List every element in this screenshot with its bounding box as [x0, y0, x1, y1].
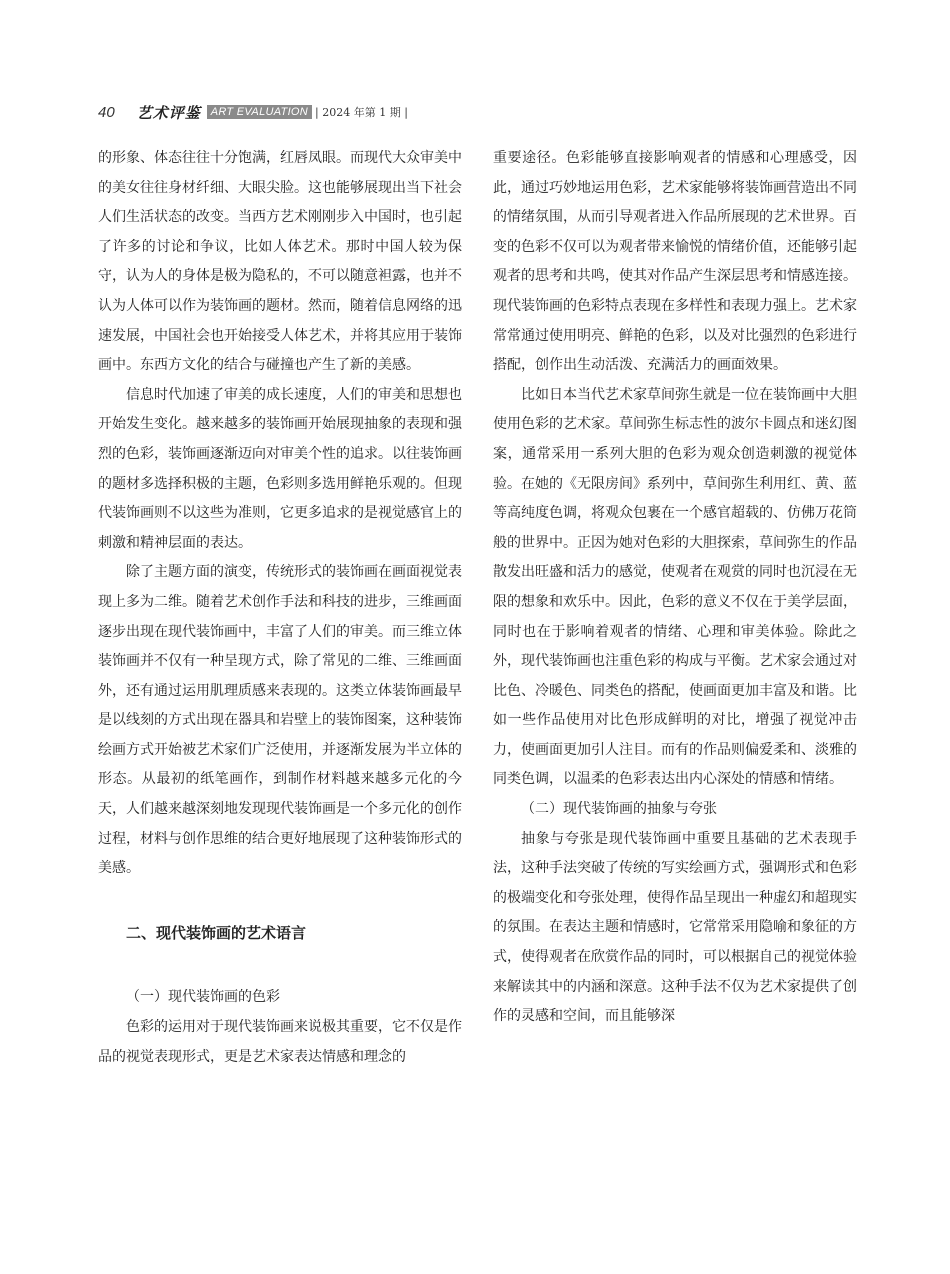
section-title: 二、现代装饰画的艺术语言	[126, 923, 307, 942]
journal-logo: 艺术评鉴	[136, 103, 201, 122]
paragraph: 抽象与夸张是现代装饰画中重要且基础的艺术表现手法，这种手法突破了传统的写实绘画方式，强调形式和色彩的极端变化和夸张处理，使得作品呈现出一种虚幻和超现实的氛围。在表达主题和情感时，它常常采用隐喻和象征的方式，使得观者在欣赏作品的同时，可以根据自己的视觉体验来解读其中的内涵和深意。这种手法不仅为艺术家提供了创作的灵感和空间，而且能够深	[493, 830, 857, 1025]
paragraph: 的形象、体态往往十分饱满，红唇凤眼。而现代大众审美中的美女往往身材纤细、大眼尖脸。这也能够展现出当下社会人们生活状态的改变。当西方艺术刚刚步入中国时，也引起了许多的讨论和争议，比如人体艺术。那时中国人较为保守，认为人的身体是极为隐私的，不可以随意袒露，也并不认为人体可以作为装饰画的题材。然而，随着信息网络的迅速发展，中国社会也开始接受人体艺术，并将其应用于装饰画中。东西方文化的结合与碰撞也产生了新的美感。	[98, 150, 462, 374]
page-number: 40	[98, 103, 115, 121]
paragraph: 重要途径。色彩能够直接影响观者的情感和心理感受，因此，通过巧妙地运用色彩，艺术家能够将装饰画营造出不同的情绪氛围，从而引导观者进入作品所展现的艺术世界。百变的色彩不仅可以为观者带来愉悦的情绪价值，还能够引起观者的思考和共鸣，使其对作品产生深层思考和情感连接。现代装饰画的色彩特点表现在多样性和表现力强上。艺术家常常通过使用明亮、鲜艳的色彩，以及对比强烈的色彩进行搭配，创作出生动活泼、充满活力的画面效果。	[493, 150, 857, 374]
paragraph: 比如日本当代艺术家草间弥生就是一位在装饰画中大胆使用色彩的艺术家。草间弥生标志性的波尔卡圆点和迷幻图案，通常采用一系列大胆的色彩为观众创造刺激的视觉体验。在她的《无限房间》系列中，草间弥生利用红、黄、蓝等高纯度色调，将观众包裹在一个感官超载的、仿佛万花筒般的世界中。正因为她对色彩的大胆探索，草间弥生的作品散发出旺盛和活力的感觉，使观者在观赏的同时也沉浸在无限的想象和欢乐中。因此，色彩的意义不仅在于美学层面，同时也在于影响着观者的情绪、心理和审美体验。除此之外，现代装饰画也注重色彩的构成与平衡。艺术家会通过对比色、冷暖色、同类色的搭配，使画面更加丰富及和谐。比如一些作品使用对比色形成鲜明的对比，增强了视觉冲击力，使画面更加引人注目。而有的作品则偏爱柔和、淡雅的同类色调，以温柔的色彩表达出内心深处的情感和情绪。	[493, 386, 857, 788]
right-column	[493, 144, 857, 1032]
left-column	[98, 144, 462, 1072]
paragraph: 除了主题方面的演变，传统形式的装饰画在画面视觉表现上多为二维。随着艺术创作手法和科技的进步，三维画面逐步出现在现代装饰画中，丰富了人们的审美。而三维立体装饰画并不仅有一种呈现方式，除了常见的二维、三维画面外，还有通过运用肌理质感来表现的。这类立体装饰画最早是以线刻的方式出现在器具和岩壁上的装饰图案，这种装饰绘画方式开始被艺术家们广泛使用，并逐渐发展为半立体的形态。从最初的纸笔画作，到制作材料越来越多元化的今天，人们越来越深刻地发现现代装饰画是一个多元化的创作过程，材料与创作思维的结合更好地展现了这种装饰形式的美感。	[98, 564, 462, 877]
issue-label: | 2024 年第 1 期 |	[315, 106, 408, 119]
journal-english-badge: ART EVALUATION	[207, 105, 312, 119]
paragraph: 色彩的运用对于现代装饰画来说极其重要，它不仅是作品的视觉表现形式，更是艺术家表达情感和理念的	[98, 1019, 462, 1065]
page-header	[98, 101, 408, 123]
subsection-title: （一）现代装饰画的色彩	[126, 989, 280, 1006]
subsection-title: （二）现代装饰画的抽象与夸张	[521, 801, 717, 818]
paragraph: 信息时代加速了审美的成长速度，人们的审美和思想也开始发生变化。越来越多的装饰画开始展现抽象的表现和强烈的色彩，装饰画逐渐迈向对审美个性的追求。以往装饰画的题材多选择积极的主题，色彩则多选用鲜艳乐观的。但现代装饰画则不以这些为准则，它更多追求的是视觉感官上的刺激和精神层面的表达。	[98, 386, 462, 551]
